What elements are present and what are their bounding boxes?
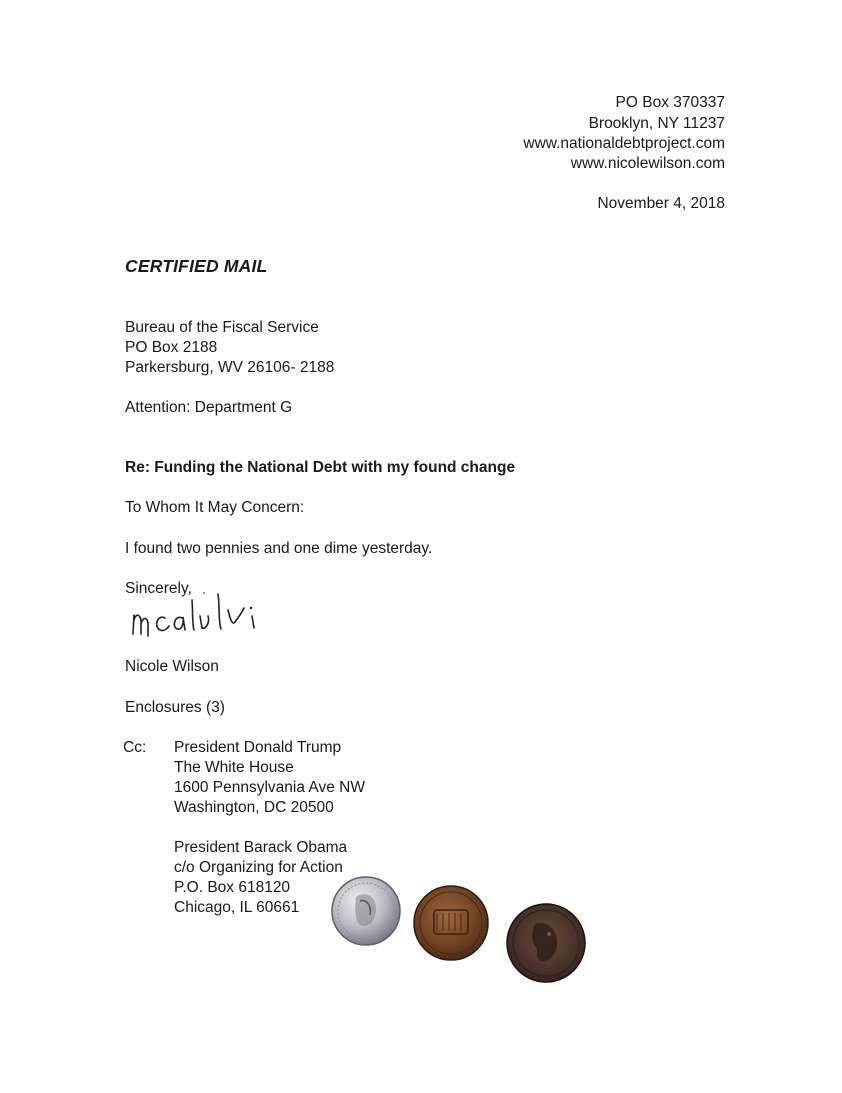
enclosures-note: Enclosures (3) (125, 699, 225, 716)
penny-coin-image (505, 902, 587, 984)
recipient-city-line: Parkersburg, WV 26106- 2188 (125, 359, 335, 376)
recipient-po-box: PO Box 2188 (125, 339, 218, 356)
cc-recipient-line: c/o Organizing for Action (174, 859, 343, 876)
recipient-name: Bureau of the Fiscal Service (125, 319, 319, 336)
sender-city-line: Brooklyn, NY 11237 (588, 115, 725, 132)
sender-website-2: www.nicolewilson.com (570, 155, 725, 172)
body-text: I found two pennies and one dime yesterday. (125, 540, 433, 557)
cc-recipient-name: President Barack Obama (174, 839, 348, 856)
cc-recipient-line: P.O. Box 618120 (174, 879, 291, 896)
penny-coin-image (412, 884, 490, 962)
cc-recipient-name: President Donald Trump (174, 739, 342, 756)
signer-name: Nicole Wilson (125, 658, 219, 675)
sender-website-1: www.nationaldebtproject.com (523, 135, 725, 152)
cc-recipient-line: Chicago, IL 60661 (174, 899, 300, 916)
cc-recipient-line: 1600 Pennsylvania Ave NW (174, 779, 365, 796)
mail-type-heading: CERTIFIED MAIL (125, 256, 268, 276)
cc-label: Cc: (123, 739, 147, 756)
dime-coin-image (330, 875, 402, 947)
cc-recipient-line: The White House (174, 759, 294, 776)
closing: Sincerely, (125, 580, 192, 597)
letter-date: November 4, 2018 (597, 195, 725, 212)
signature (120, 582, 300, 652)
attention-line: Attention: Department G (125, 399, 293, 416)
sender-po-box: PO Box 370337 (615, 94, 725, 111)
salutation: To Whom It May Concern: (125, 499, 305, 516)
cc-recipient-line: Washington, DC 20500 (174, 799, 334, 816)
subject-line: Re: Funding the National Debt with my found change (125, 459, 516, 476)
